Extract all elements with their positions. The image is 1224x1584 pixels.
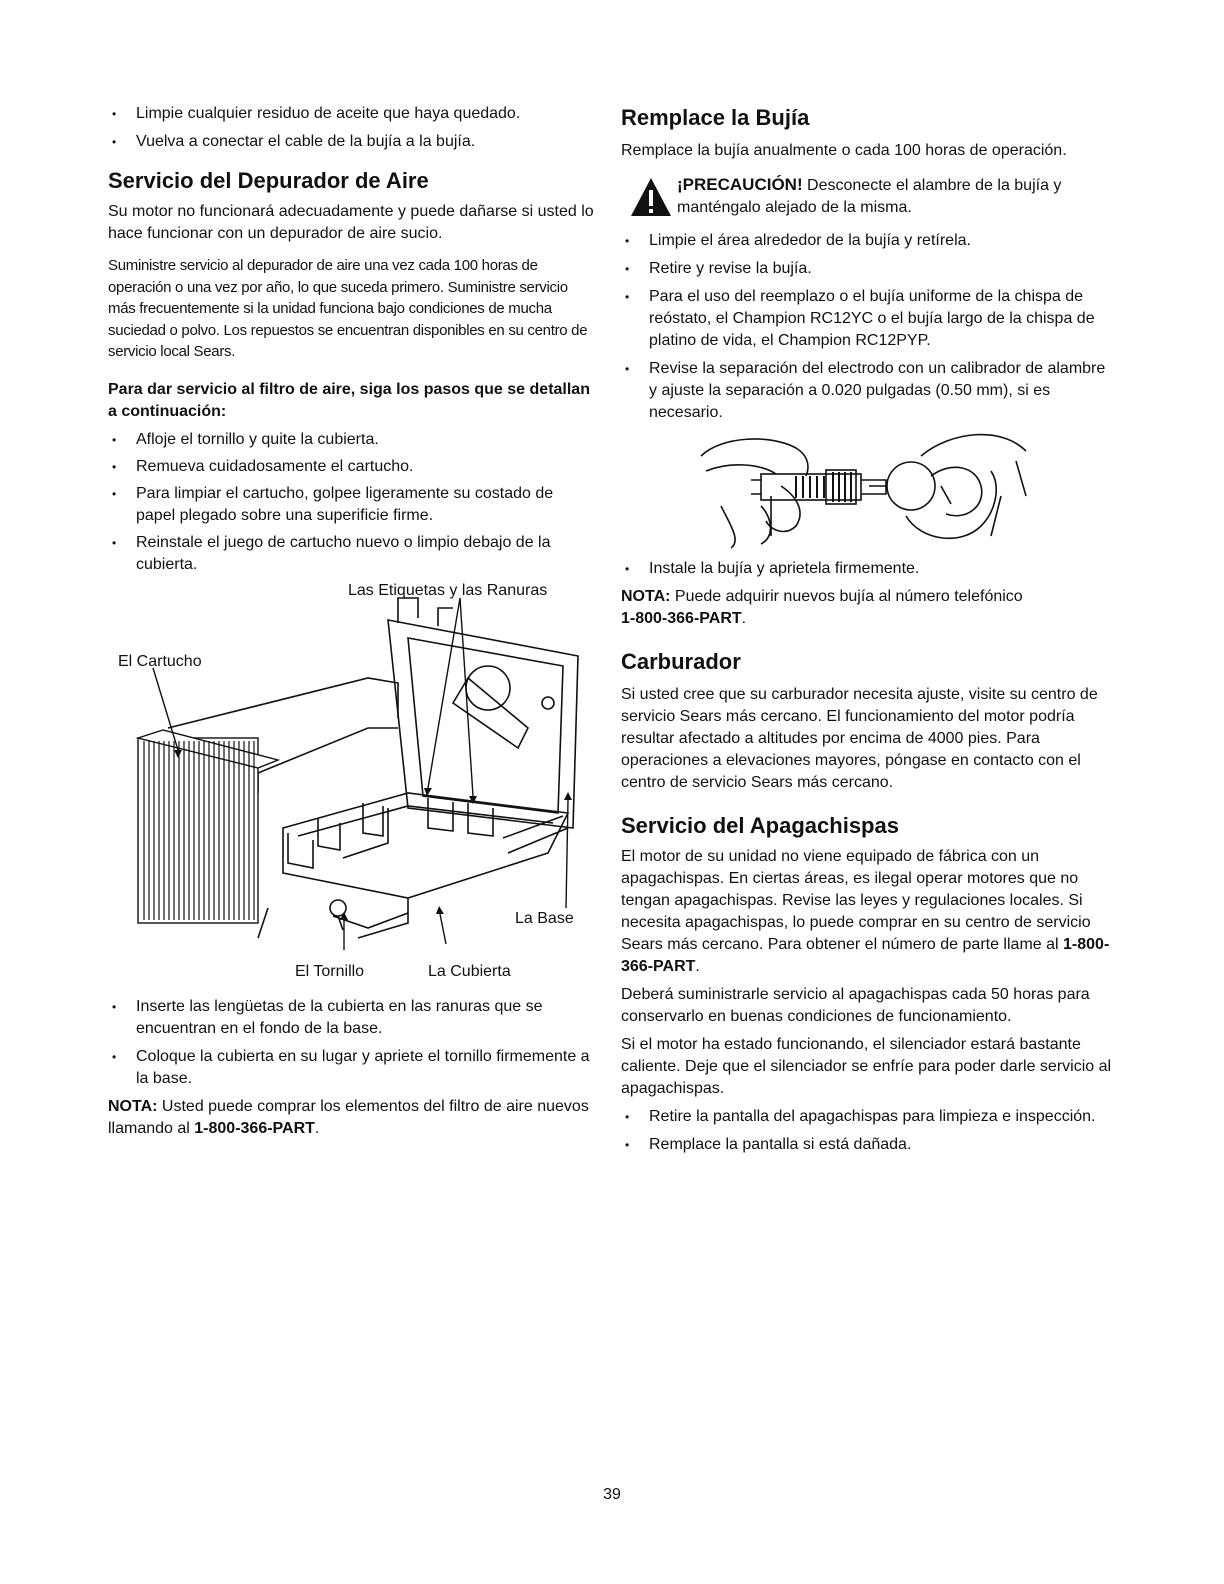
list-item: • Para el uso del reemplazo o el bujía uniforme de la chispa de reóstato, el Champion RC12YC o el bujía largo de la chispa de platino de vida, el Champion RC12PYP. (621, 286, 1116, 352)
list-item: • Inserte las lengüetas de la cubierta en las ranuras que se encuentran en el fondo de la base. (108, 996, 596, 1040)
list-item: • Revise la separación del electrodo con un calibrador de alambre y ajuste la separación a 0.020 pulgadas (0.50 mm), si es necesario. (621, 358, 1116, 424)
right-column (621, 96, 1116, 1156)
list-item: • Limpie cualquier residuo de aceite que haya quedado. (108, 103, 596, 125)
note-text: Puede adquirir nuevos bujía al número telefónico (670, 588, 1023, 605)
note-end: . (741, 610, 747, 627)
label-tabs-slots: Las Etiquetas y las Ranuras (348, 581, 548, 599)
air-cleaner-steps (108, 429, 596, 576)
air-cleaner-figure (108, 578, 596, 988)
air-cleaner-note (108, 1096, 596, 1140)
left-column (108, 96, 596, 1140)
note-end: . (314, 1119, 320, 1137)
air-cleaner-steps-after (108, 996, 596, 1090)
list-item: • Remplace la pantalla si está dañada. (621, 1134, 1116, 1156)
list-item: • Coloque la cubierta en su lugar y apriete el tornillo firmemente a la base. (108, 1046, 596, 1090)
carburetor-heading: Carburador (621, 649, 741, 674)
label-screw: El Tornillo (295, 962, 365, 980)
caution-text (677, 174, 1116, 219)
label-base: La Base (515, 909, 574, 927)
spark-arrester-para3: Si el motor ha estado funcionando, el silenciador estará bastante caliente. Deje que el silenciador se enfríe para poder darle servicio al apagachispas. (621, 1036, 1112, 1097)
label-cartridge: El Cartucho (118, 652, 202, 670)
list-item: • Remueva cuidadosamente el cartucho. (108, 456, 596, 478)
note-label: NOTA: (621, 588, 671, 605)
spark-plug-steps (621, 230, 1116, 424)
label-cover: La Cubierta (428, 962, 511, 980)
list-item: • Instale la bujía y aprietela firmemente. (621, 558, 1116, 580)
spark-arrester-heading: Servicio del Apagachispas (621, 813, 899, 838)
caution-label: ¡PRECAUCIÓN! (677, 175, 803, 194)
list-item: • Retire la pantalla del apagachispas para limpieza e inspección. (621, 1106, 1116, 1128)
list-item: • Reinstale el juego de cartucho nuevo o limpio debajo de la cubierta. (108, 532, 596, 576)
list-item: • Para limpiar el cartucho, golpee ligeramente su costado de papel plegado sobre una superificie firme. (108, 483, 596, 527)
page-number: 39 (603, 1486, 621, 1503)
spark-plug-note (621, 586, 1116, 630)
spark-arrester-para2: Deberá suministrarle servicio al apagachispas cada 50 horas para conservarlo en buenas condiciones de funcionamiento. (621, 986, 1090, 1025)
spark-plug-install (621, 558, 1116, 580)
note-phone: 1-800-366-PART (194, 1119, 315, 1137)
list-item: • Retire y revise la bujía. (621, 258, 1116, 280)
para1-text: El motor de su unidad no viene equipado de fábrica con un apagachispas. En ciertas áreas, es ilegal operar motores que no tengan apagachispas. Revise las leyes y regulaciones locales. Si necesita apagachispas, lo puede comprar en su centro de servicio Sears más cercano. Para obtener el número de parte llame al (621, 848, 1091, 953)
air-cleaner-steps-intro: Para dar servicio al filtro de aire, siga los pasos que se detallan a continuación: (108, 380, 590, 420)
spark-plug-gap-illustration (621, 426, 1116, 556)
spark-arrester-para1 (621, 846, 1116, 978)
air-cleaner-para2: Suministre servicio al depurador de aire una vez cada 100 horas de operación o una vez por año, lo que suceda primero. Suministre servicio más frecuentemente si la unidad funciona bajo condiciones de mucha suciedad o polvo. Los repuestos se encuentran disponibles en su centro de servicio local Sears. (108, 257, 588, 360)
caution-box (621, 174, 1116, 222)
list-item: • Afloje el tornillo y quite la cubierta. (108, 429, 596, 451)
note-label: NOTA: (108, 1097, 158, 1115)
air-cleaner-heading: Servicio del Depurador de Aire (108, 168, 429, 193)
spark-plug-intro: Remplace la bujía anualmente o cada 100 horas de operación. (621, 142, 1067, 159)
air-cleaner-illustration (108, 578, 596, 958)
list-item: • Vuelva a conectar el cable de la bujía a la bujía. (108, 131, 596, 153)
warning-icon (629, 176, 673, 218)
carburetor-text: Si usted cree que su carburador necesita ajuste, visite su centro de servicio Sears más cercano. El funcionamiento del motor podría resultar afectado a altitudes por encima de 4000 pies. Para operaciones a elevaciones mayores, póngase en contacto con el centro de servicio Sears más cercano. (621, 686, 1098, 791)
list-item: • Limpie el área alrededor de la bujía y retírela. (621, 230, 1116, 252)
note-text: Usted puede comprar los elementos del filtro de aire nuevos llamando al (108, 1097, 589, 1137)
caution-body: Desconecte el alambre de la bujía y manténgalo alejado de la misma. (677, 177, 1062, 216)
note-phone: 1-800-366-PART (621, 610, 742, 627)
para1-phone: 1-800-366-PART (621, 936, 1110, 975)
spark-arrester-steps (621, 1106, 1116, 1156)
intro-bullet-list (108, 103, 596, 153)
air-cleaner-para1: Su motor no funcionará adecuadamente y puede dañarse si usted lo hace funcionar con un depurador de aire sucio. (108, 203, 594, 242)
spark-plug-heading: Remplace la Bujía (621, 105, 810, 130)
para1-end: . (695, 958, 700, 975)
